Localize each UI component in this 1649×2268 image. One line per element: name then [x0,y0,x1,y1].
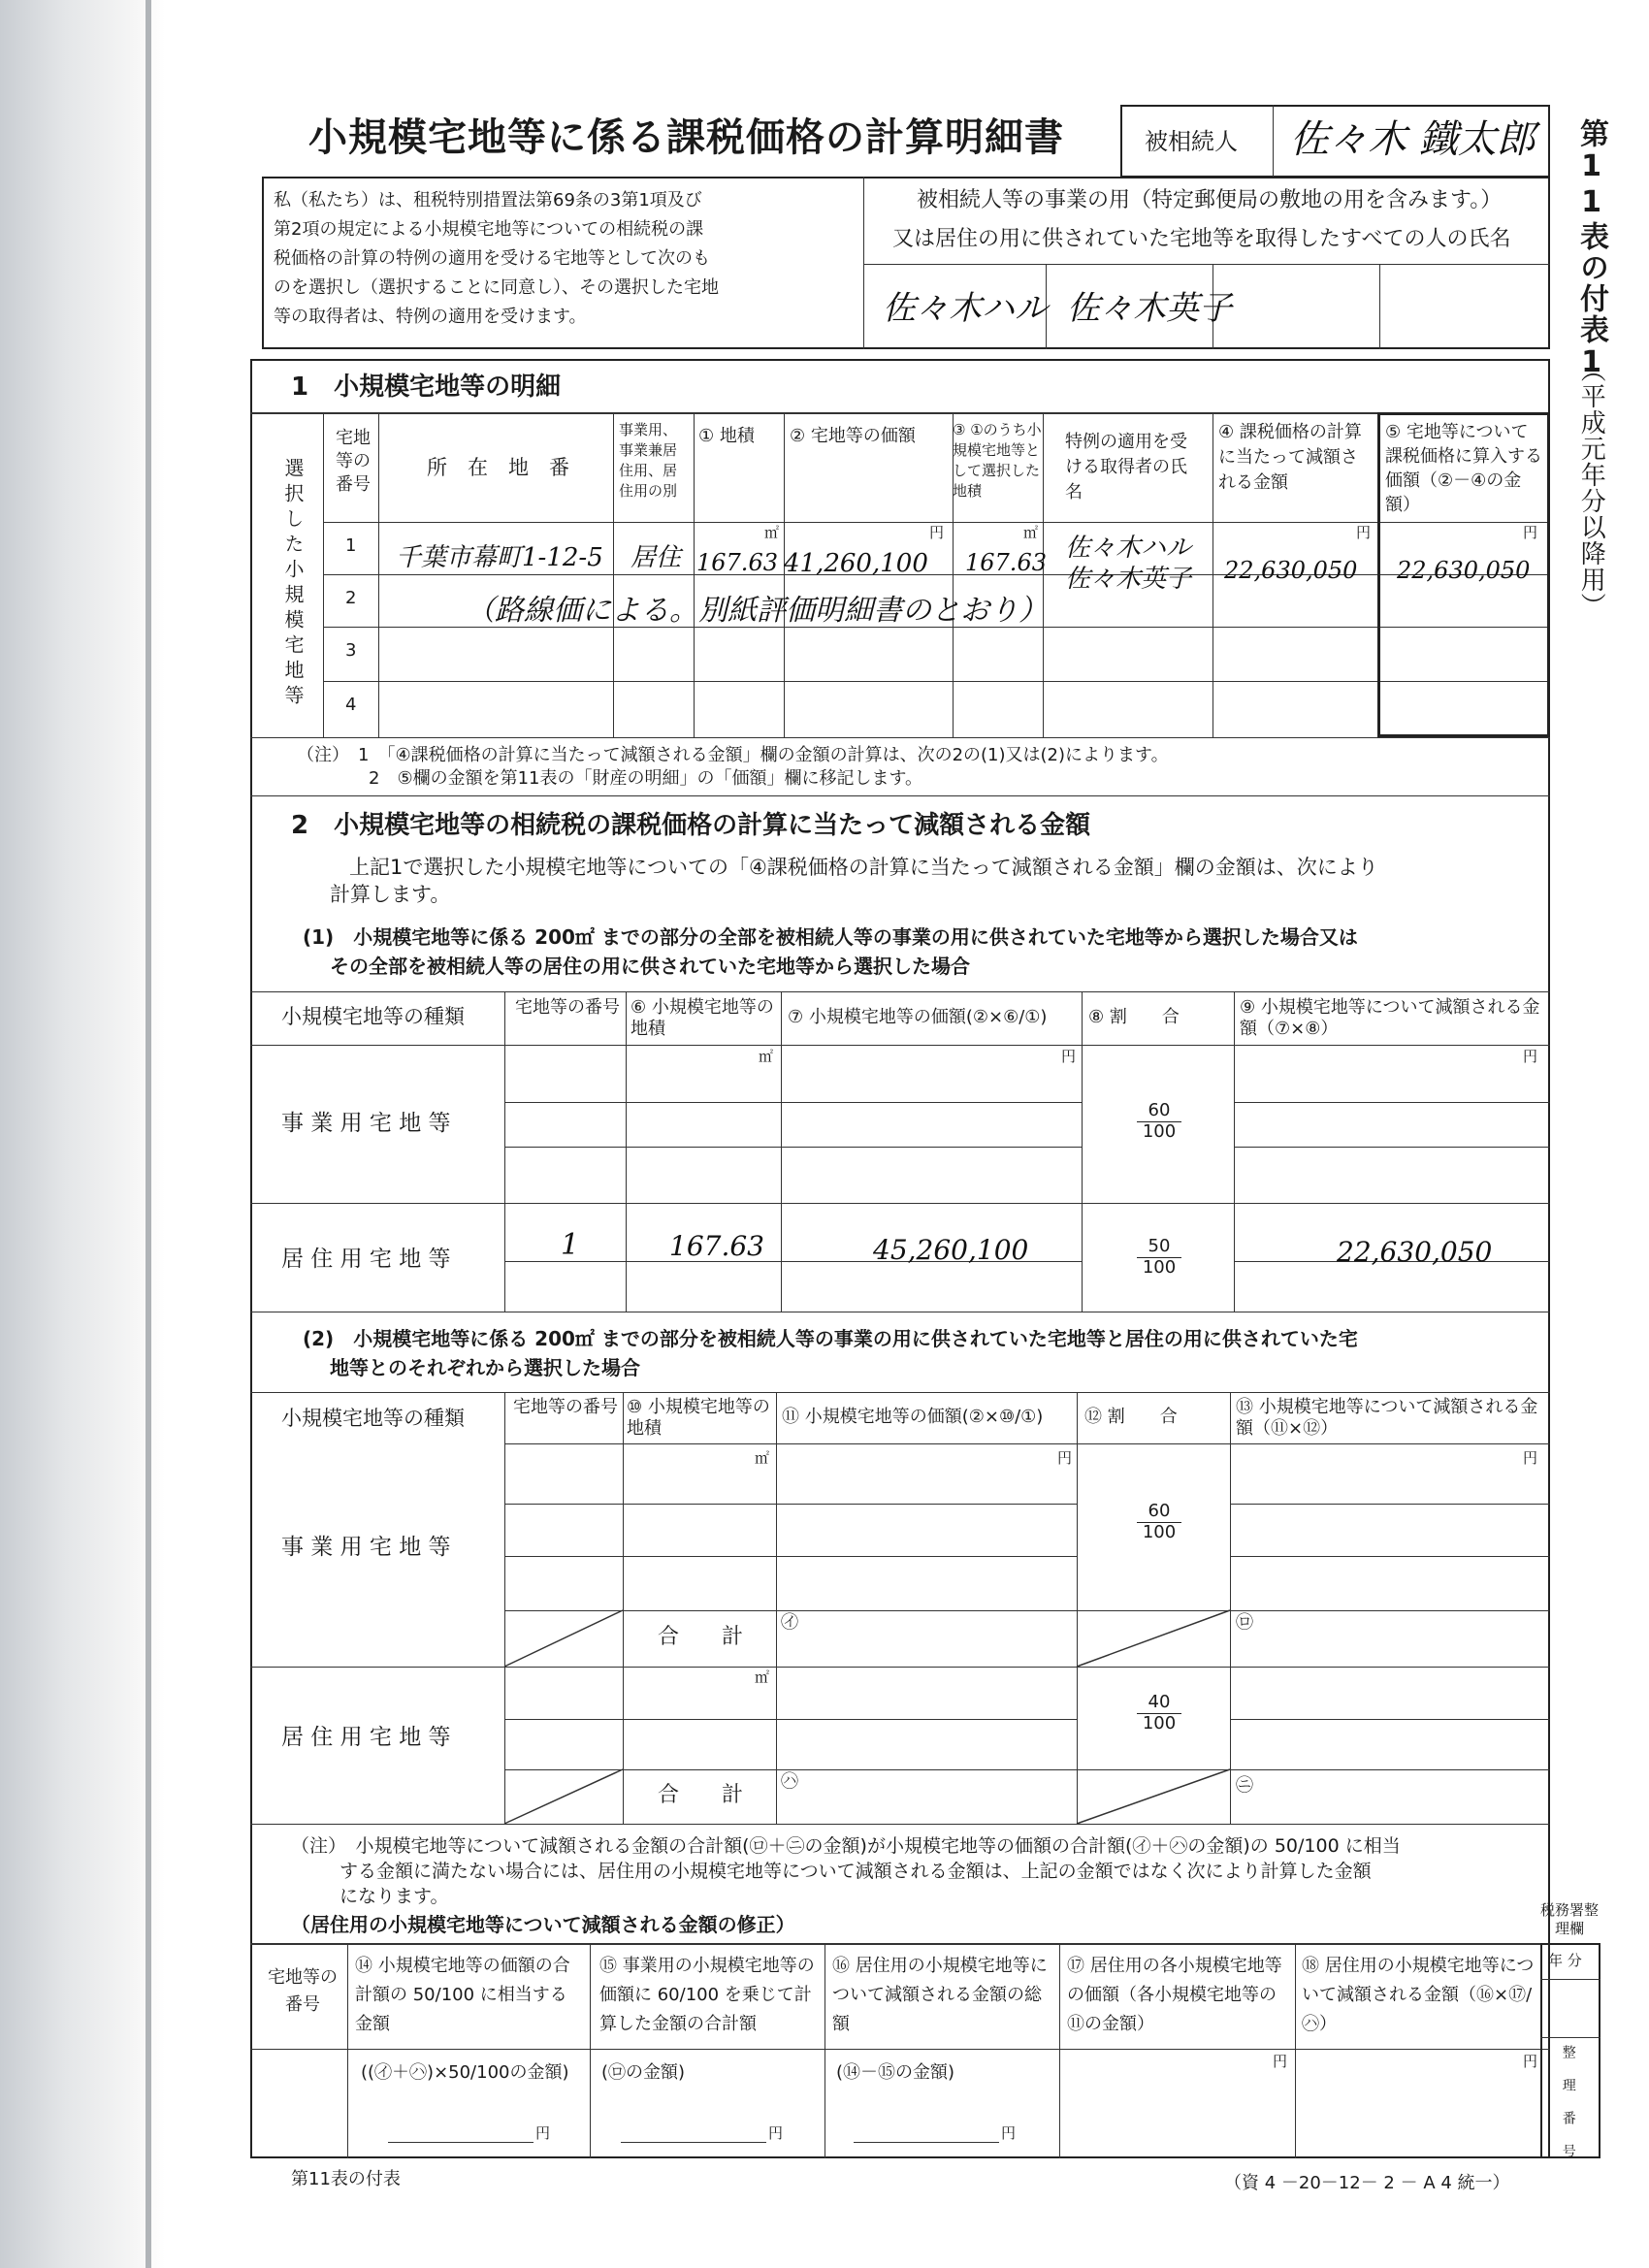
page-edge [146,0,151,2268]
row2-acquirer[interactable]: 佐々木英子 [1065,565,1192,594]
case2-title-1: (2) 小規模宅地等に係る 200㎡ までの部分を被相続人等の事業の用に供されていた宅地等と居住の用に供されていた宅 [303,1327,1358,1350]
col-value-header: ② 宅地等の価額 [790,426,916,446]
row1-reduction[interactable]: 22,630,050 [1224,557,1358,584]
row-no-4: 4 [345,695,357,715]
handwritten-note[interactable]: （路線価による。別紙評価明細書のとおり） [466,594,1048,628]
row-no-2: 2 [345,588,357,608]
section2-intro-1: 上記1で選択した小規模宅地等についての「④課税価格の計算に当たって減額される金額」欄の金額は、次により [349,856,1378,879]
row1-value[interactable]: 41,260,100 [784,549,928,578]
row1-acquirer[interactable]: 佐々木ハル [1065,534,1192,563]
form-title: 小規模宅地等に係る課税価格の計算明細書 [308,115,1064,160]
section2-heading: 2 小規模宅地等の相続税の課税価格の計算に当たって減額される金額 [291,811,1091,840]
section1-side-label: 選択した小規模宅地等 [281,458,305,710]
case1-business-label: 事 業 用 宅 地 等 [281,1111,451,1136]
corr-formula-14: ((㋑＋㋩)×50/100の金額) [361,2062,569,2083]
corr-col-16: ⑯ 居住用の小規模宅地等について減額される金額の総額 [832,1956,1048,2034]
section1-note-2: 2 ⑤欄の金額を第11表の「財産の明細」の「価額」欄に移記します。 [369,768,923,789]
corr-col-18: ⑱ 居住用の小規模宅地等について減額される金額（⑯×⑰/㋩） [1302,1956,1535,2034]
decedent-label: 被相続人 [1145,128,1238,155]
case1-title-2: その全部を被相続人等の居住の用に供されていた宅地等から選択した場合 [330,955,970,978]
case1-residential-reduction[interactable]: 22,630,050 [1337,1236,1493,1268]
case2-col-reduction: ⑬ 小規模宅地等について減額される金額（⑪×⑫） [1236,1397,1538,1439]
side-era-label: （平成元年分以降用） [1576,357,1606,619]
col-taxable-header: ⑤ 宅地等について課税価格に算入する価額（②－④の金額） [1385,422,1542,515]
case1-title-1: (1) 小規模宅地等に係る 200㎡ までの部分の全部を被相続人等の事業の用に供されていた宅地等から選択した場合又は [303,925,1358,949]
case2-col-type: 小規模宅地等の種類 [281,1407,465,1430]
row1-taxable[interactable]: 22,630,050 [1397,557,1531,584]
intro-text: 私（私たち）は、租税特別措置法第69条の3第1項及び 第2項の規定による小規模宅地等についての相続税の課 税価格の計算の特例の適用を受ける宅地等として次のも のを選択し（選択することに同意し）、その選択した宅地 等の取得者は、特例の適用を受けます。 [274,190,719,327]
case2-title-2: 地等とのそれぞれから選択した場合 [330,1356,640,1379]
col-use-header: 事業用、事業兼居住用、居住用の別 [619,421,678,500]
row1-use[interactable]: 居住 [630,543,682,572]
binding-shadow [0,0,165,2268]
footer-left: 第11表の付表 [291,2169,401,2189]
tax-office-number: 整 理 番 号 [1560,2045,1576,2159]
case2-col-no: 宅地等の番号 [513,1397,618,1417]
mark-ni: ㋥ [1236,1775,1253,1796]
case2-col-value: ⑪ 小規模宅地等の価額(②×⑩/①) [782,1407,1044,1427]
decedent-name[interactable]: 佐々木 鐵太郎 [1290,117,1536,162]
mark-i: ㋑ [781,1612,798,1633]
corr-col-no: 宅地等の番号 [268,1967,338,2015]
section1-note-1: （注） 1 「④課税価格の計算に当たって減額される金額」欄の金額の計算は、次の2の(1)又は(2)によります。 [297,745,1169,765]
case1-residential-area[interactable]: 167.63 [669,1230,764,1262]
corr-col-14: ⑭ 小規模宅地等の価額の合計額の 50/100 に相当する金額 [355,1956,570,2034]
case1-col-ratio: ⑧ 割 合 [1088,1007,1180,1027]
side-table-label: 第11表の付表1 [1574,118,1608,381]
row1-location[interactable]: 千葉市幕町1-12-5 [396,543,603,572]
case1-residential-label: 居 住 用 宅 地 等 [281,1247,451,1272]
case1-col-value: ⑦ 小規模宅地等の価額(②×⑥/①) [788,1007,1048,1027]
case2-col-ratio: ⑫ 割 合 [1084,1407,1178,1427]
col-acquirer-header: 特例の適用を受ける取得者の氏名 [1065,432,1187,502]
col-location-header: 所 在 地 番 [427,456,569,479]
acquirer-label-1: 被相続人等の事業の用（特定郵便局の敷地の用を含みます。） [917,188,1503,212]
case1-residential-no[interactable]: 1 [561,1228,580,1262]
case1-business-ratio: $\frac{60}{100}$ [1137,1101,1181,1142]
case2-business-ratio-diagonal [1077,1610,1230,1667]
case1-col-no: 宅地等の番号 [515,997,620,1018]
case2-business-total-label: 合 計 [658,1625,744,1649]
corr-formula-16: (⑭－⑮の金額) [836,2062,955,2083]
acquirer-name-2[interactable]: 佐々木英子 [1067,289,1232,328]
col-selected-area-header: ③ ①のうち小規模宅地等として選択した地積 [953,421,1042,500]
correction-heading: （居住用の小規模宅地等について減額される金額の修正） [291,1913,795,1936]
case2-business-ratio: $\frac{60}{100}$ [1137,1502,1181,1542]
corr-col-17: ⑰ 居住用の各小規模宅地等の価額（各小規模宅地等の⑪の金額） [1067,1956,1282,2034]
case2-residential-total-label: 合 計 [658,1783,744,1807]
case1-col-area: ⑥ 小規模宅地等の地積 [630,997,774,1039]
tax-office-label: 税務署整理欄 [1540,1901,1600,1937]
case2-business-label: 事 業 用 宅 地 等 [281,1535,451,1560]
col-reduction-header: ④ 課税価格の計算に当たって減額される金額 [1218,422,1362,493]
corr-col-15: ⑮ 事業用の小規模宅地等の価額に 60/100 を乗じて計算した金額の合計額 [599,1956,815,2034]
section1-heading: 1 小規模宅地等の明細 [291,373,562,402]
case1-col-type: 小規模宅地等の種類 [281,1005,465,1028]
tax-office-year: 年 分 [1548,1952,1582,1969]
section2-intro-2: 計算します。 [330,883,451,906]
col-area-header: ① 地積 [698,426,755,446]
case2-residential-total-diagonal [504,1769,623,1824]
col-no-header: 宅地等の番号 [336,428,371,495]
case2-residential-ratio: $\frac{40}{100}$ [1137,1693,1181,1733]
row-no-1: 1 [345,535,357,556]
case2-residential-ratio-diagonal [1077,1769,1230,1824]
row1-area[interactable]: 167.63 [696,549,778,576]
mark-ro: ㋺ [1236,1612,1253,1633]
acquirer-label-2: 又は居住の用に供されていた宅地等を取得したすべての人の氏名 [892,227,1511,251]
case2-residential-label: 居 住 用 宅 地 等 [281,1725,451,1750]
case2-col-area: ⑩ 小規模宅地等の地積 [627,1397,770,1439]
acquirer-name-1[interactable]: 佐々木ハル [883,289,1048,328]
case1-col-reduction: ⑨ 小規模宅地等について減額される金額（⑦×⑧） [1240,997,1540,1039]
case1-residential-value[interactable]: 45,260,100 [873,1234,1029,1266]
section2-note: （注） 小規模宅地等について減額される金額の合計額(㋺＋㋥の金額)が小規模宅地等の価額の合計額(㋑＋㋩の金額)の 50/100 に相当 する金額に満たない場合には、居住用の小規模宅地等について減額される金額は、上記の金額ではなく次により計算した金額 になります。 [291,1835,1401,1907]
footer-right: （資 4 －20－12－ 2 － A 4 統一） [1224,2173,1510,2193]
corr-formula-15: (㋺の金額) [601,2062,686,2083]
row-no-3: 3 [345,640,357,661]
case1-residential-ratio: $\frac{50}{100}$ [1137,1237,1181,1278]
row1-selected-area[interactable]: 167.63 [965,549,1047,576]
mark-ha: ㋩ [781,1771,798,1792]
case2-business-total-diagonal [504,1610,623,1667]
